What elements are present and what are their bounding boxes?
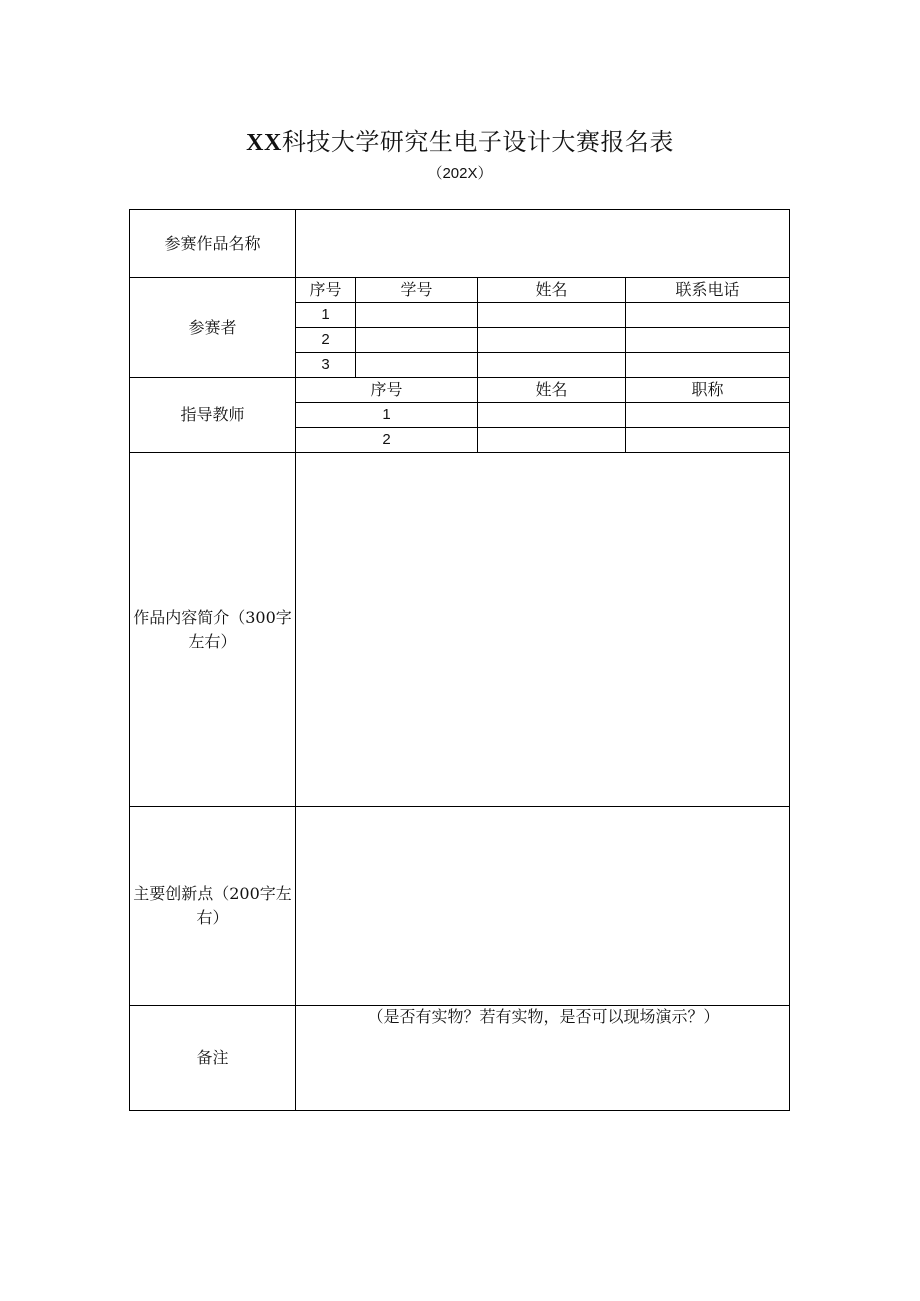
participant-student-id-field[interactable] <box>356 303 477 327</box>
participants-header-name: 姓名 <box>535 280 568 299</box>
advisor-name-field[interactable] <box>478 428 625 452</box>
participant-index: 3 <box>321 356 330 373</box>
participants-header-student-id: 学号 <box>400 280 433 299</box>
remarks-label: 备注 <box>196 1048 229 1067</box>
advisors-header-title: 职称 <box>691 380 724 399</box>
advisor-name-field[interactable] <box>478 403 625 427</box>
advisors-label: 指导教师 <box>180 405 245 424</box>
remarks-note: （是否有实物？若有实物，是否可以现场演示？） <box>367 1007 720 1026</box>
registration-form-table <box>129 209 790 1111</box>
intro-label: 作品内容简介（300字左右） <box>133 607 292 651</box>
advisors-header-name: 姓名 <box>535 380 568 399</box>
remarks-field[interactable] <box>296 1032 789 1110</box>
advisor-index: 2 <box>382 431 391 448</box>
title-prefix: XX <box>246 130 282 156</box>
participant-student-id-field[interactable] <box>356 328 477 352</box>
form-year: （202X） <box>427 165 493 182</box>
participant-index: 2 <box>321 331 330 348</box>
advisors-header-index: 序号 <box>370 380 403 399</box>
participants-label: 参赛者 <box>188 317 237 337</box>
participant-phone-field[interactable] <box>626 328 789 352</box>
participant-phone-field[interactable] <box>626 353 789 377</box>
intro-field[interactable] <box>296 453 789 806</box>
participants-header-index: 序号 <box>309 280 342 299</box>
form-title <box>0 122 920 157</box>
work-name-label: 参赛作品名称 <box>164 233 261 253</box>
innovation-label: 主要创新点（200字左右） <box>133 884 292 927</box>
participant-name-field[interactable] <box>478 303 625 327</box>
title-text: 科技大学研究生电子设计大赛报名表 <box>281 128 674 156</box>
participant-phone-field[interactable] <box>626 303 789 327</box>
work-name-field[interactable] <box>296 210 789 277</box>
advisor-title-field[interactable] <box>626 403 789 427</box>
innovation-field[interactable] <box>296 807 789 1005</box>
participants-header-phone: 联系电话 <box>675 280 740 299</box>
participant-name-field[interactable] <box>478 328 625 352</box>
participant-student-id-field[interactable] <box>356 353 477 377</box>
participant-name-field[interactable] <box>478 353 625 377</box>
advisor-index: 1 <box>382 406 391 423</box>
participant-index: 1 <box>321 306 330 323</box>
advisor-title-field[interactable] <box>626 428 789 452</box>
